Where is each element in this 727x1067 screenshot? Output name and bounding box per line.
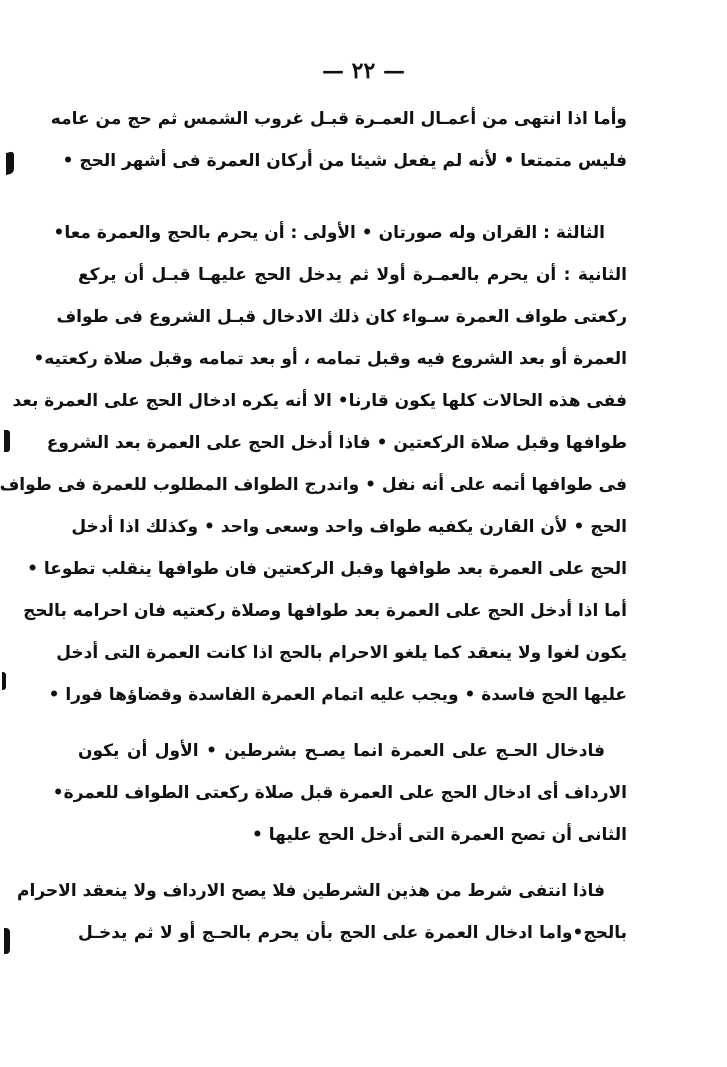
paragraph-gap: [78, 716, 627, 730]
paragraph-3: [52, 730, 627, 856]
paragraph-gap: [78, 182, 627, 212]
paragraph-gap: [78, 856, 627, 870]
text-line: الثانية : أن يحرم بالعمـرة أولا ثم يدخل الحج عليهـا قبـل أن يركع: [78, 265, 627, 285]
margin-mark: [2, 672, 6, 690]
text-line: فادخال الحـج على العمرة انما يصـح بشرطين • الأول أن يكون: [78, 741, 605, 761]
text-line: ركعتى طواف العمرة سـواء كان ذلك الادخال قبـل الشروع فى طواف: [56, 307, 627, 327]
text-line: يكون لغوا ولا ينعقد كما يلغو الاحرام بالحج اذا كانت العمرة التى أدخل: [56, 643, 627, 663]
paragraph-2: [0, 212, 627, 716]
text-line: طوافها وقبل صلاة الركعتين • فاذا أدخل الحج على العمرة بعد الشروع: [46, 433, 627, 453]
text-line: بالحج•واما ادخال العمرة على الحج بأن يحرم بالحـج أو لا ثم يدخـل: [78, 923, 627, 943]
margin-mark: [4, 928, 10, 954]
text-line: وأما اذا انتهى من أعمـال العمـرة قبـل غروب الشمس ثم حج من عامه: [50, 109, 627, 129]
text-line: الارداف أى ادخال الحج على العمرة قبل صلاة ركعتى الطواف للعمرة•: [52, 783, 627, 803]
text-line: العمرة أو بعد الشروع فيه وقبل تمامه ، أو بعد تمامه وقبل صلاة ركعتيه•: [33, 349, 627, 369]
paragraph-1: [50, 98, 627, 182]
margin-mark: [6, 151, 14, 175]
margin-mark: [4, 430, 10, 452]
text-line: الحج • لأن القارن يكفيه طواف واحد وسعى واحد • وكذلك اذا أدخل: [71, 517, 627, 537]
text-line: الثانى أن تصح العمرة التى أدخل الحج عليها •: [251, 825, 627, 845]
text-line: أما اذا أدخل الحج على العمرة بعد طوافها وصلاة ركعتيه فان احرامه بالحج: [23, 601, 627, 621]
paragraph-4: [17, 870, 627, 954]
text-line: عليها الحج فاسدة • ويجب عليه اتمام العمرة الفاسدة وقضاؤها فورا •: [48, 685, 627, 705]
text-line: ففى هذه الحالات كلها يكون قارنا• الا أنه يكره ادخال الحج على العمرة بعد: [12, 391, 627, 411]
text-line: الحج على العمرة بعد طوافها وقبل الركعتين فان طوافها ينقلب تطوعا •: [27, 559, 627, 579]
text-line: فاذا انتفى شرط من هذين الشرطين فلا يصح الارداف ولا ينعقد الاحرام: [17, 881, 605, 901]
body-text: [0, 98, 627, 954]
text-line: فى طوافها أتمه على أنه نفل • واندرج الطواف المطلوب للعمرة فى طواف: [0, 475, 627, 495]
text-line: الثالثة : القران وله صورتان • الأولى : أن يحرم بالحج والعمرة معا•: [53, 223, 605, 243]
page-number: — ٢٢ —: [322, 58, 405, 84]
text-line: فليس متمتعا • لأنه لم يفعل شيئا من أركان العمرة فى أشهر الحج •: [62, 151, 627, 171]
